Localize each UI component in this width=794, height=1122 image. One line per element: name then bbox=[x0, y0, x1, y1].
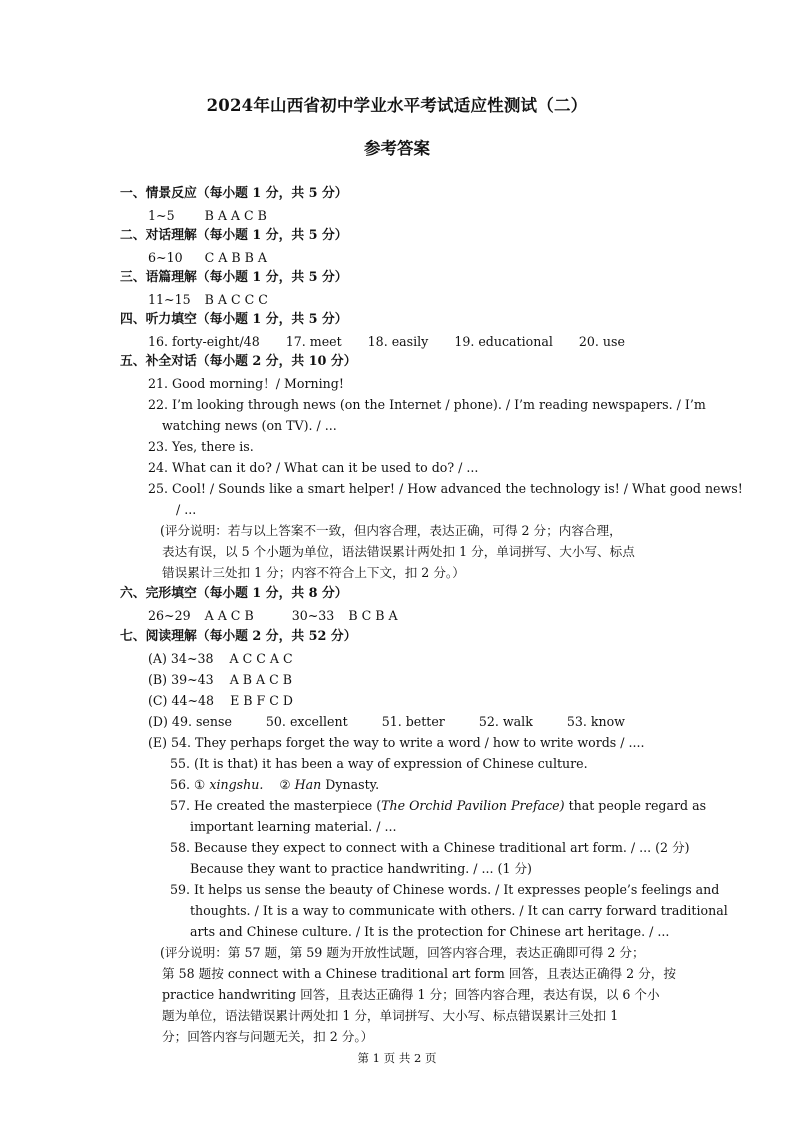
answer-56-term-2: Han bbox=[294, 777, 322, 792]
answer-25: 25. Cool! / Sounds like a smart helper! / How advanced the technology is! / What good news! bbox=[148, 481, 743, 496]
section-6-heading: 六、完形填空（每小题 1 分，共 8 分） bbox=[120, 586, 348, 601]
page-subtitle: 参考答案 bbox=[364, 139, 430, 158]
answer-23: 23. Yes, there is. bbox=[148, 439, 254, 454]
answer-52: 52. walk bbox=[478, 714, 533, 729]
section-3-answers bbox=[148, 294, 268, 307]
answer-25-cont: / ... bbox=[176, 502, 197, 517]
answer-50: 50. excellent bbox=[265, 714, 348, 729]
section-2-answers bbox=[148, 252, 267, 265]
answer-17: 17. meet bbox=[285, 334, 342, 349]
answer-56-prefix: 56. ① bbox=[170, 777, 206, 792]
section-4-heading: 四、听力填空（每小题 1 分，共 5 分） bbox=[120, 312, 348, 327]
page-footer: 第 1 页 共 2 页 bbox=[357, 1051, 437, 1065]
answer-54: (E) 54. They perhaps forget the way to write a word / how to write words / .... bbox=[148, 735, 645, 750]
answer-group-b: (B) 39~43 A B A C B bbox=[148, 672, 293, 687]
answer-57-prefix: 57. He created the masterpiece ( bbox=[170, 798, 382, 813]
answer-20: 20. use bbox=[578, 334, 625, 349]
answer-56 bbox=[170, 779, 379, 792]
answer-letters: B A A C B bbox=[204, 208, 267, 223]
answer-range: 1~5 bbox=[148, 208, 175, 223]
answer-57-suffix: that people regard as bbox=[568, 798, 707, 813]
section-1-answers bbox=[148, 210, 267, 223]
answer-group-d bbox=[148, 716, 625, 729]
answer-56-suffix: Dynasty. bbox=[325, 777, 380, 792]
scoring-note-5-line2: 表达有误，以 5 个小题为单位，语法错误累计两处扣 1 分，单词拼写、大小写、标点 bbox=[162, 544, 635, 559]
answer-59: 59. It helps us sense the beauty of Chinese words. / It expresses people’s feelings and bbox=[170, 882, 720, 897]
answer-19: 19. educational bbox=[454, 334, 553, 349]
scoring-note-7-line1: (评分说明：第 57 题，第 59 题为开放性试题，回答内容合理，表达正确即可得 2 分； bbox=[160, 945, 645, 960]
answer-56-marker-2: ② bbox=[279, 777, 291, 792]
answer-group-a: (A) 34~38 A C C A C bbox=[148, 651, 293, 666]
answer-57 bbox=[170, 800, 706, 813]
answer-53: 53. know bbox=[566, 714, 625, 729]
section-7-heading: 七、阅读理解（每小题 2 分，共 52 分） bbox=[120, 629, 357, 644]
answer-59-cont-1: thoughts. / It is a way to communicate with others. / It can carry forward traditional bbox=[190, 903, 728, 918]
answer-57-cont: important learning material. / ... bbox=[190, 819, 397, 834]
scoring-note-7-line4: 题为单位，语法错误累计两处扣 1 分，单词拼写、大小写、标点错误累计三处扣 1 bbox=[162, 1008, 619, 1023]
section-5-heading: 五、补全对话（每小题 2 分，共 10 分） bbox=[120, 354, 357, 369]
page-title: 2024年山西省初中学业水平考试适应性测试（二） bbox=[206, 96, 588, 115]
answer-57-title: The Orchid Pavilion Preface) bbox=[381, 798, 565, 813]
answer-55: 55. (It is that) it has been a way of expression of Chinese culture. bbox=[170, 756, 588, 771]
answer-range-1: 26~29 bbox=[148, 608, 191, 623]
scoring-note-7-line3: practice handwriting 回答，且表达正确得 1 分；回答内容合理，表达有误，以 6 个小 bbox=[162, 987, 660, 1002]
answer-22: 22. I’m looking through news (on the Internet / phone). / I’m reading newspapers. / I’m bbox=[148, 397, 706, 412]
answer-51: 51. better bbox=[381, 714, 445, 729]
answer-range-2: 30~33 bbox=[291, 608, 335, 623]
scoring-note-5-line3: 错误累计三处扣 1 分；内容不符合上下文，扣 2 分。） bbox=[162, 565, 465, 580]
answer-16: 16. forty-eight/48 bbox=[148, 334, 260, 349]
answer-range: 11~15 bbox=[148, 292, 191, 307]
answer-21: 21. Good morning！/ Morning! bbox=[148, 376, 344, 391]
answer-24: 24. What can it do? / What can it be used to do? / ... bbox=[148, 460, 479, 475]
answer-group-c: (C) 44~48 E B F C D bbox=[148, 693, 294, 708]
section-6-answers bbox=[148, 610, 398, 623]
answer-18: 18. easily bbox=[367, 334, 429, 349]
answer-56-term-1: xingshu. bbox=[209, 777, 264, 792]
scoring-note-7-line5: 分；回答内容与问题无关，扣 2 分。） bbox=[162, 1029, 374, 1044]
section-3-heading: 三、语篇理解（每小题 1 分，共 5 分） bbox=[120, 270, 348, 285]
section-2-heading: 二、对话理解（每小题 1 分，共 5 分） bbox=[120, 228, 348, 243]
answer-letters: C A B B A bbox=[204, 250, 267, 265]
answer-letters: B A C C C bbox=[204, 292, 268, 307]
scoring-note-5-line1: (评分说明：若与以上答案不一致，但内容合理，表达正确，可得 2 分；内容合理， bbox=[160, 523, 622, 538]
section-4-answers bbox=[148, 336, 625, 349]
answer-letters-2: B C B A bbox=[348, 608, 398, 623]
answer-22-cont: watching news (on TV). / ... bbox=[162, 418, 337, 433]
section-1-heading: 一、情景反应（每小题 1 分，共 5 分） bbox=[120, 186, 348, 201]
answer-49: (D) 49. sense bbox=[148, 714, 232, 729]
answer-59-cont-2: arts and Chinese culture. / It is the protection for Chinese art heritage. / ... bbox=[190, 924, 670, 939]
answer-letters-1: A A C B bbox=[204, 608, 254, 623]
scoring-note-7-line2: 第 58 题按 connect with a Chinese traditional art form 回答，且表达正确得 2 分，按 bbox=[162, 966, 676, 981]
answer-58: 58. Because they expect to connect with a Chinese traditional art form. / ... (2 分) bbox=[170, 840, 690, 855]
answer-58-alt: Because they want to practice handwriting. / ... (1 分) bbox=[190, 861, 532, 876]
answer-range: 6~10 bbox=[148, 250, 183, 265]
